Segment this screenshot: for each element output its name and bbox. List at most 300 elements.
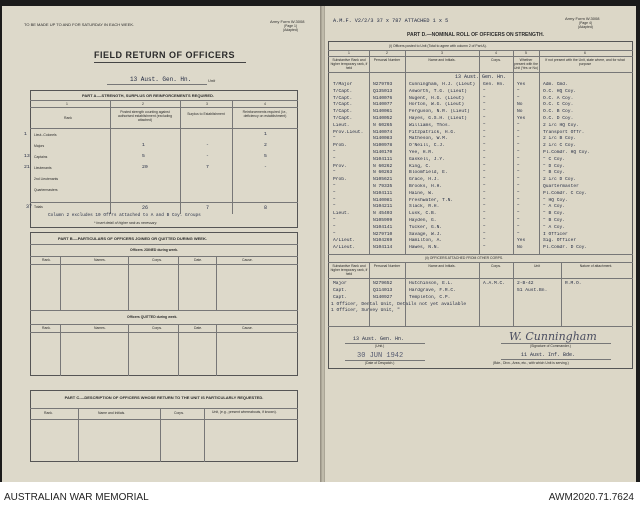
- roll-header: Personal Number: [373, 58, 401, 62]
- officer-row: [329, 238, 632, 245]
- officer-present: Yes: [517, 238, 526, 244]
- part-b-title: PART B.—PARTICULARS OF OFFICERS JOINED OR QUITTED DURING WEEK.: [58, 236, 207, 241]
- posted-value: 20: [142, 165, 148, 170]
- officer-rank: Prov.: [333, 163, 347, 169]
- officer-present: ": [517, 143, 520, 149]
- officer-corps: ": [483, 170, 486, 176]
- officer-num: N140076: [373, 95, 393, 101]
- officer-name: Freshwater, T.N.: [409, 197, 454, 203]
- officer-corps: ": [483, 102, 486, 108]
- officer-rank: Prov.Lieut.: [333, 129, 364, 135]
- officer-row: [329, 123, 632, 130]
- officer-present: ": [517, 218, 520, 223]
- officer-present: Yes: [517, 82, 526, 87]
- officer-present: ": [517, 129, 520, 135]
- officer-corps: ": [483, 150, 486, 155]
- officer-num: N 60263: [373, 170, 393, 176]
- roll-header: Corps.: [491, 58, 501, 62]
- officer-name: Hayden, G.: [409, 218, 437, 223]
- officer-num: N105621: [373, 177, 393, 183]
- officer-corps: ": [483, 95, 486, 101]
- officer-note: O.C. B Coy.: [543, 109, 574, 115]
- c-col-corps: Corps.: [174, 411, 184, 415]
- officer-num: N140077: [373, 102, 393, 108]
- officer-corps: ": [483, 129, 486, 135]
- officer-num: N 60265: [373, 122, 393, 128]
- c-col-unit: Unit, (e.g., present whereabouts, if known).: [212, 410, 277, 414]
- officer-name: Savage, W.J.: [409, 231, 443, 237]
- officer-corps: ": [483, 109, 486, 115]
- total-surplus: 7: [206, 205, 210, 211]
- officer-note: Adm. Cmd.: [543, 82, 568, 87]
- rank-prefix: 1: [24, 132, 27, 137]
- officer-present: ": [517, 122, 520, 128]
- despatch-date-stamp: 30 JUN 1942: [357, 352, 404, 360]
- officer-num: N105999: [373, 218, 393, 223]
- reinforcement-value: -: [264, 165, 267, 170]
- officer-name: Williams, Thos.: [409, 122, 451, 128]
- officer-row: [329, 82, 632, 89]
- officer-present: No: [517, 245, 523, 251]
- b-column-header: Names.: [94, 258, 106, 262]
- attached-num: N140927: [373, 294, 393, 300]
- officer-corps: ": [483, 156, 486, 162]
- attached-row: [329, 281, 632, 288]
- officer-rank: T/Capt.: [333, 102, 353, 108]
- officer-note: " B Coy.: [543, 170, 566, 176]
- officer-num: N104111: [373, 190, 393, 196]
- rank-prefix: 13: [24, 154, 30, 159]
- column-divider: [216, 324, 217, 376]
- officer-row: [329, 102, 632, 109]
- officer-row: [329, 109, 632, 116]
- officer-num: N104141: [373, 224, 393, 230]
- rank-label: Captains: [34, 154, 48, 159]
- attached-rank: Capt.: [333, 287, 347, 293]
- officer-note: " HQ Coy.: [543, 197, 568, 203]
- officer-rank: Lieut.: [333, 122, 350, 128]
- officer-rank: T/Capt.: [333, 109, 353, 115]
- officer-rank: ": [333, 156, 336, 162]
- officer-present: ": [517, 204, 520, 210]
- col-number: 2: [142, 102, 144, 106]
- officer-note: " C Coy.: [543, 156, 566, 162]
- column-divider: [178, 256, 179, 310]
- insert-note: * Insert detail of higher rank as necessary.: [94, 221, 158, 225]
- officer-row: [329, 164, 632, 171]
- officer-present: ": [517, 211, 520, 217]
- b-column-header: Corps.: [152, 326, 162, 330]
- unit-label: Unit: [208, 78, 216, 83]
- part-c-title: PART C.—DESCRIPTION OF OFFICERS WHOSE RETURN TO THE UNIT IS PARTICULARLY REQUESTED.: [64, 395, 264, 400]
- officer-row: [329, 198, 632, 205]
- officer-note: 2 i/c D Coy.: [543, 177, 577, 183]
- attached-header: Personal Number: [373, 264, 401, 268]
- surplus-value: -: [206, 143, 209, 148]
- officer-rank: ": [333, 224, 336, 230]
- top-note: TO BE MADE UP TO AND FOR SATURDAY IN EACH WEEK.: [24, 22, 135, 27]
- rank-label: Lieutenants: [34, 165, 52, 170]
- footer-catalog-id: AWM2020.71.7624: [548, 492, 634, 503]
- attached-name: Hardgrave, F.R.C.: [409, 287, 456, 293]
- signature-unit: 13 Aust. Gen. Hn.: [353, 336, 405, 342]
- officer-present: ": [517, 88, 520, 94]
- officer-rank: T/Capt.: [333, 95, 353, 101]
- officer-name: Haine, W.: [409, 190, 434, 196]
- attached-name: Templeton, C.P.: [409, 294, 451, 300]
- surplus-value: -: [206, 154, 209, 159]
- officer-row: [329, 89, 632, 96]
- officer-rank: ": [333, 218, 336, 223]
- page-ref: (Page 1): [284, 24, 298, 28]
- officer-rank: ": [333, 150, 336, 155]
- officer-row: [329, 157, 632, 164]
- date-caption: (Date of Despatch.): [365, 361, 395, 365]
- officer-corps: ": [483, 163, 486, 169]
- rank-label: Lieut.-Colonels: [34, 132, 57, 137]
- attached-header: Unit: [533, 264, 541, 268]
- column-number: 1: [348, 51, 350, 55]
- officer-note: Quartermaster: [543, 184, 579, 189]
- officer-num: N140052: [373, 116, 393, 121]
- officer-num: N140061: [373, 109, 393, 115]
- officer-name: O'Neill, C.J.: [409, 143, 445, 149]
- officer-present: No: [517, 102, 523, 108]
- officer-present: ": [517, 95, 520, 101]
- officer-corps: ": [483, 177, 486, 183]
- officer-rank: T/Capt.: [333, 88, 353, 94]
- right-page: [325, 6, 636, 482]
- rank-label: 2nd Lieutenants: [34, 176, 59, 181]
- archive-footer: [0, 482, 640, 508]
- reinforcement-value: 5: [264, 154, 267, 159]
- officer-present: ": [517, 136, 520, 142]
- attached-header: Substantive Rank and higher temporary rank, if held: [330, 264, 368, 276]
- officer-row: [329, 150, 632, 157]
- posted-value: 5: [142, 154, 145, 159]
- page-title: FIELD RETURN OF OFFICERS: [94, 50, 235, 60]
- officer-note: I Officer: [543, 231, 568, 237]
- formation-caption: (Bde., Divn., Area, etc., with which Unit is serving.): [493, 361, 569, 365]
- attached-num: N279652: [373, 281, 393, 286]
- officer-corps: ": [483, 184, 486, 189]
- officer-present: ": [517, 231, 520, 237]
- officer-num: N 60262: [373, 163, 393, 169]
- officer-row: [329, 232, 632, 239]
- col-number: 1: [66, 102, 68, 106]
- col-rank: Rank: [64, 116, 72, 120]
- column-number: 6: [584, 51, 586, 55]
- attached-corps: A.A.M.C.: [483, 281, 506, 286]
- roll-header: Whether present with the Unit (Yes or No): [514, 58, 538, 70]
- officer-note: O.C. A Coy.: [543, 95, 574, 101]
- officer-rank: A/Lieut.: [333, 245, 356, 251]
- officer-corps: Gen. Hn.: [483, 82, 506, 87]
- rank-prefix: 21: [24, 165, 30, 170]
- officer-note: " D Coy.: [543, 163, 566, 169]
- adapted-label: (Adapted): [578, 25, 593, 29]
- officer-corps: ": [483, 224, 486, 230]
- attached-subtitle: (ii) OFFICERS ATTACHED FROM OTHER CORPS.: [425, 256, 504, 260]
- b-column-header: Rank.: [42, 258, 51, 262]
- part-c-table: [30, 390, 298, 462]
- officer-num: N 45403: [373, 211, 393, 217]
- officer-note: 2 i/c C Coy.: [543, 143, 577, 149]
- officer-present: No: [517, 109, 523, 115]
- officer-rank: ": [333, 197, 336, 203]
- unit-caption: (Unit.): [375, 344, 385, 348]
- officer-name: Nugent, H.G. (Lieut): [409, 95, 465, 101]
- officer-name: King, C.: [409, 163, 432, 169]
- officer-corps: ": [483, 238, 486, 244]
- rank-label: Majors: [34, 143, 45, 148]
- officer-corps: ": [483, 231, 486, 237]
- officer-rank: ": [333, 231, 336, 237]
- officer-name: Ferguson, N.R. (Lieut): [409, 109, 470, 115]
- col-number: 3: [206, 102, 208, 106]
- officer-corps: ": [483, 116, 486, 121]
- officer-row: [329, 218, 632, 225]
- officer-num: N104111: [373, 156, 393, 162]
- column-divider: [216, 256, 217, 310]
- officer-rank: A/Lieut.: [333, 238, 356, 244]
- quitted-title: Officers QUITTED during week.: [127, 315, 178, 319]
- officer-row: [329, 96, 632, 103]
- column-note: Column 2 excludes 10 Offrs attached to A and B Coy. Groups: [48, 213, 201, 218]
- officer-rank: ": [333, 136, 336, 142]
- officer-corps: ": [483, 122, 486, 128]
- surplus-value: 7: [206, 165, 209, 170]
- adapted-label: (Adapted): [283, 28, 298, 32]
- officer-row: [329, 225, 632, 232]
- totals-prefix: 37: [26, 204, 33, 210]
- officer-corps: ": [483, 190, 486, 196]
- col-reinforcements: Reinforcements required (i.e., deficiency on establishment): [242, 110, 288, 118]
- b-column-header: Date.: [194, 258, 203, 262]
- col-number: 4: [264, 102, 266, 106]
- c-col-rank: Rank.: [44, 411, 53, 415]
- officer-num: Q135013: [373, 88, 393, 94]
- extra-attached-1: 1 Officer, Dental Unit, Details not yet available: [331, 302, 467, 307]
- officer-num: N 79335: [373, 184, 393, 189]
- attached-header: Nature of attachment.: [579, 264, 613, 268]
- officer-row: [329, 136, 632, 143]
- column-divider: [60, 256, 61, 310]
- roll-header: If not present with the Unit, state where, and for what purpose: [545, 58, 625, 66]
- col-posted: Posted strength counting against authorised establishment (excluding attached): [117, 110, 173, 122]
- officer-note: 2 i/c HQ Coy.: [543, 122, 579, 128]
- officer-num: N279710: [373, 231, 393, 237]
- page-ref: (Page 4): [579, 21, 593, 25]
- part-d-title: PART D.—NOMINAL ROLL OF OFFICERS ON STRENGTH.: [407, 32, 544, 38]
- officer-num: N104211: [373, 204, 393, 210]
- attached-header: Corps.: [491, 264, 501, 268]
- attached-rank: Capt.: [333, 294, 347, 300]
- part-b-table: [30, 232, 298, 376]
- officer-num: N104114: [373, 245, 393, 251]
- officer-present: ": [517, 156, 520, 162]
- column-divider: [178, 324, 179, 376]
- column-divider: [128, 324, 129, 376]
- officer-row: [329, 143, 632, 150]
- officer-present: ": [517, 190, 520, 196]
- officer-rank: Lieut.: [333, 211, 350, 217]
- army-form-ref: Army Form W.3008: [270, 19, 305, 24]
- column-divider: [128, 256, 129, 310]
- officer-name: Hayes, G.S.H. (Lieut): [409, 116, 467, 121]
- officer-note: Pl.Comdr. HQ Coy.: [543, 150, 590, 155]
- c-col-name: Name and Initials.: [98, 411, 126, 415]
- officer-name: Hawes, N.N.: [409, 245, 440, 251]
- attached-rank: Major: [333, 281, 347, 286]
- officer-num: N279793: [373, 82, 393, 87]
- posted-value: 1: [142, 143, 145, 148]
- unit-value: 13 Aust. Gen. Hn.: [130, 76, 192, 83]
- b-column-header: Date.: [194, 326, 203, 330]
- roll-header: Name and Initials.: [428, 58, 456, 62]
- reinforcement-value: 2: [264, 143, 267, 148]
- officer-num: N140083: [373, 136, 393, 142]
- attached-unit: 2-B-42: [517, 281, 534, 286]
- officer-corps: ": [483, 245, 486, 251]
- total-posted: 26: [142, 205, 149, 211]
- officer-present: ": [517, 184, 520, 189]
- b-column-header: Names.: [94, 326, 106, 330]
- attached-name: Hutchinson, E.L.: [409, 281, 454, 286]
- officer-name: Gaskell, J.Y.: [409, 156, 445, 162]
- form-reference: A.M.F. V2/2/3 37 x 787 ATTACHED 1 x 5: [333, 18, 449, 24]
- rank-label: Quartermasters: [34, 187, 58, 192]
- officer-num: N100978: [373, 143, 393, 149]
- officer-rank: ": [333, 170, 336, 176]
- column-number: 2: [386, 51, 388, 55]
- officer-present: ": [517, 224, 520, 230]
- unit-line: 13 Aust. Gen. Hn.: [455, 74, 507, 80]
- attached-note: R.M.O.: [565, 281, 582, 286]
- officer-name: Yee, H.R.: [409, 150, 434, 155]
- col-surplus: Surplus to Establishment: [187, 112, 225, 116]
- officer-note: Pl.Comdr. C Coy.: [543, 190, 588, 196]
- army-form-ref: Army Form W.3008: [565, 16, 600, 21]
- officer-name: Brooks, H.H.: [409, 184, 443, 189]
- officer-row: [329, 170, 632, 177]
- officer-corps: ": [483, 204, 486, 210]
- officer-note: Transport Offr.: [543, 129, 585, 135]
- officer-corps: ": [483, 218, 486, 223]
- officer-row: [329, 184, 632, 191]
- officer-present: ": [517, 197, 520, 203]
- attached-header: Name and Initials.: [428, 264, 456, 268]
- officer-name: Horton, W.G. (Lieut): [409, 102, 465, 108]
- officer-num: N140170: [373, 150, 393, 155]
- officer-present: ": [517, 170, 520, 176]
- column-divider: [60, 324, 61, 376]
- officer-row: [329, 211, 632, 218]
- officer-num: N140081: [373, 197, 393, 203]
- roll-header: Substantive Rank and higher temporary rank, if held: [330, 58, 368, 70]
- officer-row: [329, 130, 632, 137]
- officer-corps: ": [483, 143, 486, 149]
- footer-source: AUSTRALIAN WAR MEMORIAL: [4, 492, 149, 503]
- officer-rank: T/Capt.: [333, 116, 353, 121]
- officer-present: ": [517, 177, 520, 183]
- officer-present: Yes: [517, 116, 526, 121]
- formation-value: 11 Aust. Inf. Bde.: [521, 352, 576, 358]
- officer-corps: ": [483, 197, 486, 203]
- joined-title: Officers JOINED during week.: [130, 248, 179, 252]
- officer-note: " B Coy.: [543, 218, 566, 223]
- commander-signature: W. Cunningham: [509, 330, 597, 343]
- left-page: [2, 6, 322, 482]
- totals-label: Totals: [34, 205, 43, 209]
- column-number: 5: [525, 51, 527, 55]
- officer-name: Lusk, C.B.: [409, 211, 437, 217]
- officer-rank: ": [333, 190, 336, 196]
- officer-note: O.C. HQ Coy.: [543, 88, 577, 94]
- officer-note: " A Coy.: [543, 204, 566, 210]
- officer-corps: ": [483, 88, 486, 94]
- officer-name: Grace, H.J.: [409, 177, 440, 183]
- officer-row: [329, 191, 632, 198]
- officer-present: ": [517, 150, 520, 155]
- officer-note: " B Coy.: [543, 211, 566, 217]
- attached-row: [329, 288, 632, 295]
- officer-name: Slack, R.H.: [409, 204, 440, 210]
- officer-rank: ": [333, 184, 336, 189]
- attached-unit: 51 Aust.Bn.: [517, 287, 548, 293]
- b-column-header: Cause.: [242, 258, 253, 262]
- officer-row: [329, 177, 632, 184]
- officer-name: Hamilton, A.: [409, 238, 443, 244]
- signature-caption: (Signature of Commander.): [530, 344, 571, 348]
- officer-row: [329, 116, 632, 123]
- officer-row: [329, 245, 632, 252]
- officer-name: Tucker, G.N.: [409, 224, 443, 230]
- officer-rank: Prob.: [333, 143, 347, 149]
- officer-rank: ": [333, 204, 336, 210]
- total-reinforcements: 8: [264, 205, 268, 211]
- officer-name: Fitzpatrick, H.G.: [409, 129, 456, 135]
- officer-corps: ": [483, 136, 486, 142]
- b-column-header: Rank.: [42, 326, 51, 330]
- officer-name: Cunningham, H.J. (Lieut): [409, 82, 476, 87]
- officer-note: Sig. Officer: [543, 238, 577, 244]
- attached-num: Q114013: [373, 287, 393, 293]
- officer-row: [329, 204, 632, 211]
- officer-note: O.C. D Coy.: [543, 116, 574, 121]
- officer-present: ": [517, 163, 520, 169]
- officer-num: N104269: [373, 238, 393, 244]
- reinforcement-value: 1: [264, 132, 267, 137]
- officer-rank: T/Major: [333, 82, 353, 87]
- officer-name: Matheson, W.M.: [409, 136, 448, 142]
- posted-subtitle: (i) Officers posted to Unit (Total to agree with column 2 of Part A).: [389, 44, 487, 48]
- column-number: 3: [441, 51, 443, 55]
- officer-name: Bloomfield, E.: [409, 170, 448, 176]
- officer-note: 2 i/c B Coy.: [543, 136, 577, 142]
- officer-note: O.C. C Coy.: [543, 102, 574, 108]
- officer-rank: Prob.: [333, 177, 347, 183]
- officer-num: N140074: [373, 129, 393, 135]
- officer-note: " A Coy.: [543, 224, 566, 230]
- officer-corps: ": [483, 211, 486, 217]
- b-column-header: Corps.: [152, 258, 162, 262]
- column-number: 4: [495, 51, 497, 55]
- b-column-header: Cause.: [242, 326, 253, 330]
- part-a-title: PART A.—STRENGTH, SURPLUS OR REINFORCEMENTS REQUIRED.: [82, 93, 215, 98]
- officer-note: Pl.Comdr. D Coy.: [543, 245, 588, 251]
- extra-attached-2: 1 Officer, Survey Unit, ": [331, 308, 400, 313]
